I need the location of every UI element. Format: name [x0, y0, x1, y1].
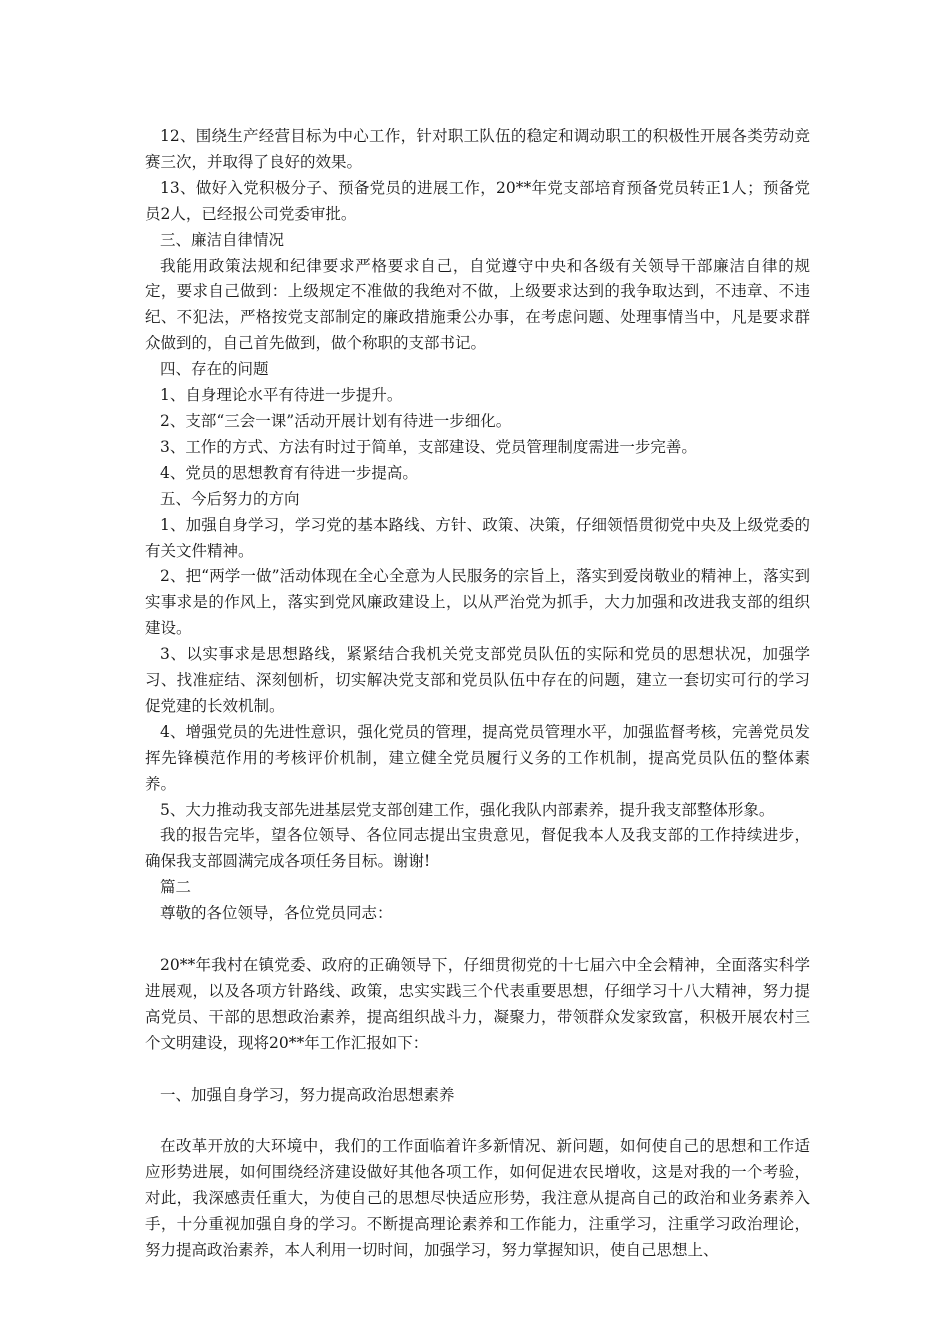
- paragraph: 我的报告完毕，望各位领导、各位同志提出宝贵意见，督促我本人及我支部的工作持续进步，确保我支部圆满完成各项任务目标。谢谢!: [145, 826, 810, 871]
- salutation: 尊敬的各位领导，各位党员同志：: [160, 904, 393, 923]
- paragraph: 我能用政策法规和纪律要求严格要求自己，自觉遵守中央和各级有关领导干部廉洁自律的规定，要求自己做到：上级规定不准做的我绝对不做，上级要求达到的我争取达到，不违章、不违纪、不犯法，严格按党支部制定的廉政措施秉公办事，在考虑问题、处理事情当中，凡是要求群众做到的，自己首先做到，做个称职的支部书记。: [145, 256, 810, 353]
- blank-line: [145, 927, 810, 953]
- section-heading: 四、存在的问题: [160, 360, 269, 379]
- list-item: 3、以实事求是思想路线，紧紧结合我机关党支部党员队伍的实际和党员的思想状况，加强学习、找准症结、深刻刨析，切实解决党支部和党员队伍中存在的问题，建立一套切实可行的学习促党建的长效机制。: [145, 645, 810, 715]
- paragraph: 20**年我村在镇党委、政府的正确领导下，仔细贯彻党的十七届六中全会精神，全面落实科学进展观，以及各项方针路线、政策，忠实实践三个代表重要思想，仔细学习十八大精神，努力提高党员、干部的思想政治素养，提高组织战斗力，凝聚力，带领群众发家致富，积极开展农村三个文明建设，现将20**年工作汇报如下：: [145, 955, 810, 1052]
- section-heading: 一、加强自身学习，努力提高政治思想素养: [160, 1085, 455, 1104]
- list-item: 3、工作的方式、方法有时过于简单，支部建设、党员管理制度需进一步完善。: [160, 437, 697, 456]
- section-title: 篇二: [160, 878, 192, 897]
- blank-line: [145, 1108, 810, 1134]
- list-item: 2、把“两学一做”活动体现在全心全意为人民服务的宗旨上，落实到爱岗敬业的精神上，落实到实事求是的作风上，落实到党风廉政建设上，以从严治党为抓手，大力加强和改进我支部的组织建设。: [145, 567, 810, 638]
- list-item: 1、加强自身学习，学习党的基本路线、方针、政策、决策，仔细领悟贯彻党中央及上级党委的有关文件精神。: [145, 515, 810, 560]
- list-item: 5、大力推动我支部先进基层党支部创建工作，强化我队内部素养，提升我支部整体形象。: [160, 800, 775, 819]
- section-heading: 五、今后努力的方向: [160, 489, 300, 508]
- list-item: 4、党员的思想教育有待进一步提高。: [160, 463, 418, 482]
- paragraph: 在改革开放的大环境中，我们的工作面临着许多新情况、新问题，如何使自己的思想和工作适应形势进展，如何围绕经济建设做好其他各项工作，如何促进农民增收，这是对我的一个考验，对此，我深感责任重大，为使自己的思想尽快适应形势，我注意从提高自己的政治和业务素养入手，十分重视加强自身的学习。不断提高理论素养和工作能力，注重学习，注重学习政治理论，努力提高政治素养，本人利用一切时间，加强学习，努力掌握知识，使自己思想上、: [145, 1137, 810, 1259]
- list-item: 2、支部“三会一课”活动开展计划有待进一步细化。: [160, 411, 512, 430]
- document-body: [145, 124, 810, 1264]
- paragraph: 12、围绕生产经营目标为中心工作，针对职工队伍的稳定和调动职工的积极性开展各类劳动竞赛三次，并取得了良好的效果。: [145, 127, 810, 171]
- blank-line: [145, 1057, 810, 1083]
- paragraph: 13、做好入党积极分子、预备党员的进展工作，20**年党支部培育预备党员转正1人；预备党员2人，已经报公司党委审批。: [145, 178, 810, 223]
- list-item: 4、增强党员的先进性意识，强化党员的管理，提高党员管理水平，加强监督考核，完善党员发挥先锋模范作用的考核评价机制，建立健全党员履行义务的工作机制，提高党员队伍的整体素养。: [145, 722, 810, 793]
- list-item: 1、自身理论水平有待进一步提升。: [160, 386, 403, 405]
- section-heading: 三、廉洁自律情况: [160, 230, 285, 249]
